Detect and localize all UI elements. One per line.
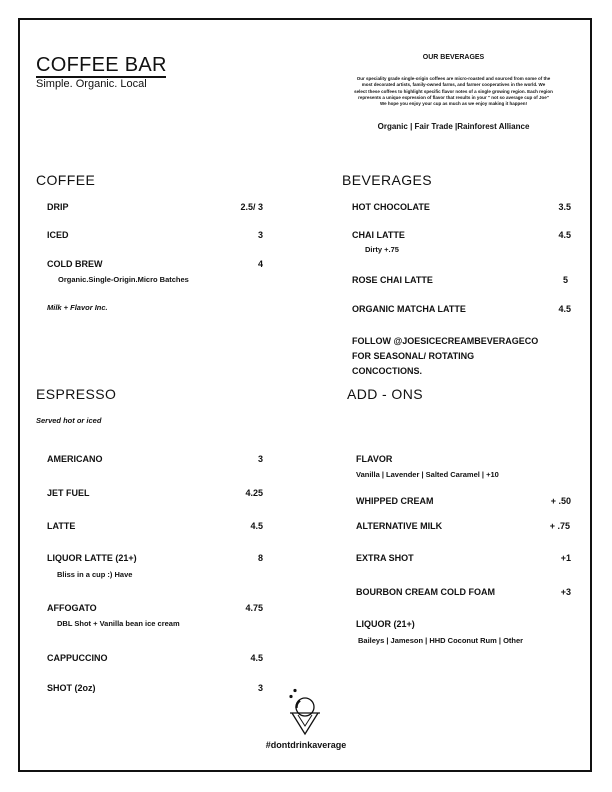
menu-item-price: +3 (560, 587, 571, 597)
follow-line: FOLLOW @JOESICECREAMBEVERAGECO (352, 336, 539, 346)
menu-item-name: AFFOGATO (47, 603, 97, 613)
menu-item-note: Dirty +.75 (365, 245, 399, 254)
certifications: Organic | Fair Trade |Rainforest Alliance (377, 122, 530, 131)
menu-item-price: 4.25 (245, 488, 263, 498)
menu-item-name: WHIPPED CREAM (356, 496, 434, 506)
description-line: most decorated artists, family-owned farms, and farmer cooperatives in the world. We (361, 82, 546, 88)
menu-item-name: LIQUOR (21+) (356, 619, 415, 629)
description-line: We hope you enjoy your cup as much as we enjoy making it happen! (380, 101, 527, 107)
menu-item-price: 4.5 (558, 230, 571, 240)
menu-item-note: Vanilla | Lavender | Salted Caramel | +10 (356, 470, 499, 479)
section-heading-addons: ADD - ONS (347, 386, 423, 402)
menu-item-price: 3 (257, 454, 263, 464)
menu-item-name: EXTRA SHOT (356, 553, 414, 563)
menu-item-name: LIQUOR LATTE (21+) (47, 553, 137, 563)
menu-item-name: CAPPUCCINO (47, 653, 108, 663)
description-line: Our speciality grade single-origin coffees are micro-roasted and sourced from some of the (356, 76, 551, 81)
menu-item-note: Bliss in a cup :) Have (57, 570, 133, 579)
menu-item-name: CHAI LATTE (352, 230, 405, 240)
coffee-footnote: Milk + Flavor Inc. (47, 303, 108, 312)
menu-item-price: 4.5 (250, 521, 263, 531)
menu-item-price: 3.5 (558, 202, 571, 212)
tagline: Simple. Organic. Local (36, 78, 147, 90)
section-heading-espresso: ESPRESSO (36, 386, 117, 402)
section-heading-beverages: BEVERAGES (342, 172, 432, 188)
menu-item-price: + .75 (549, 521, 570, 531)
page-title: COFFEE BAR (36, 54, 167, 76)
our-beverages-heading: OUR BEVERAGES (422, 54, 485, 61)
menu-item-name: LATTE (47, 521, 76, 531)
menu-item-price: +1 (560, 553, 571, 563)
ice-cream-cone-icon (288, 688, 322, 738)
menu-item-name: ORGANIC MATCHA LATTE (352, 304, 466, 314)
hashtag: #dontdrinkaverage (265, 740, 347, 750)
menu-item-name: DRIP (47, 202, 69, 212)
menu-item-name: HOT CHOCOLATE (352, 202, 430, 212)
menu-item-name: ICED (47, 230, 69, 240)
menu-item-name: JET FUEL (47, 488, 90, 498)
menu-item-price: 5 (562, 275, 568, 285)
follow-line: CONCOCTIONS. (352, 366, 423, 376)
menu-item-name: ALTERNATIVE MILK (356, 521, 443, 531)
menu-item-price: 8 (257, 553, 263, 563)
follow-note (352, 334, 612, 379)
menu-item-price: 4 (257, 259, 263, 269)
description-line: select these coffees to highlight specific flavor notes of a single growing region. Each region (354, 88, 553, 94)
menu-item-note: Organic.Single-Origin.Micro Batches (58, 275, 189, 284)
menu-item-price: 3 (257, 683, 263, 693)
menu-item-name: SHOT (2oz) (47, 683, 96, 693)
menu-item-price: 4.5 (558, 304, 571, 314)
menu-item-name: AMERICANO (47, 454, 103, 464)
menu-item-name: COLD BREW (47, 259, 103, 269)
our-beverages-description (345, 76, 562, 107)
menu-item-price: 3 (257, 230, 263, 240)
menu-item-price: + .50 (550, 496, 571, 506)
espresso-subnote: Served hot or iced (36, 416, 102, 425)
description-line: represents a unique expression of flavor that results in your " not so average cup of Joe" (358, 94, 549, 100)
section-heading-coffee: COFFEE (36, 172, 96, 188)
follow-line: FOR SEASONAL/ ROTATING (352, 351, 475, 361)
menu-item-name: ROSE CHAI LATTE (352, 275, 433, 285)
menu-item-price: 2.5/ 3 (240, 202, 263, 212)
menu-item-name: BOURBON CREAM COLD FOAM (356, 587, 495, 597)
menu-item-price: 4.75 (245, 603, 263, 613)
menu-item-name: FLAVOR (356, 454, 393, 464)
menu-item-price: 4.5 (250, 653, 263, 663)
menu-item-note: DBL Shot + Vanilla bean ice cream (57, 619, 180, 628)
menu-item-note: Baileys | Jameson | HHD Coconut Rum | Other (358, 636, 524, 645)
